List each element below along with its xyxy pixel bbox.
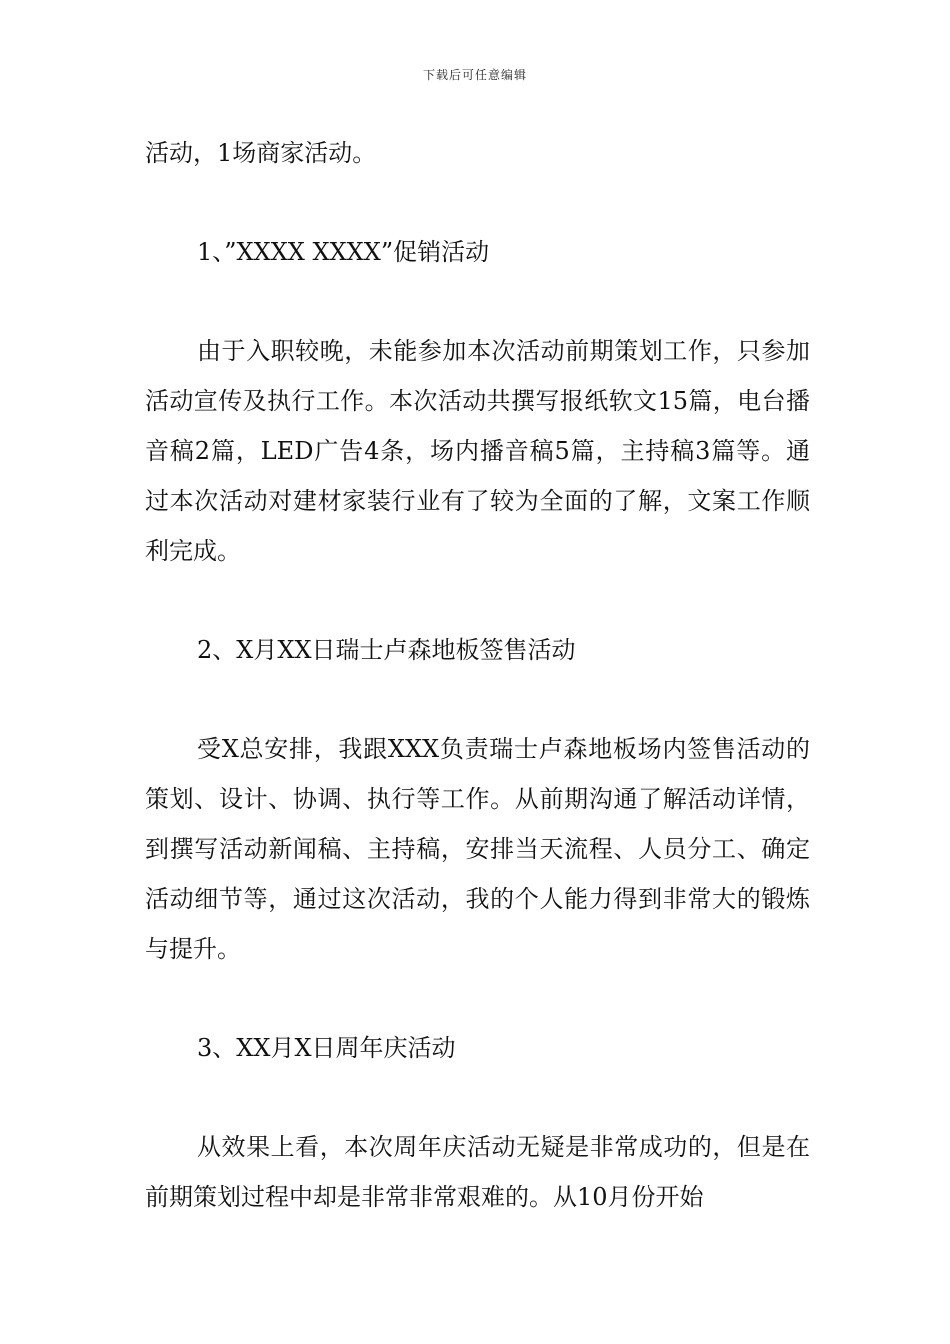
spacer	[145, 974, 810, 1023]
spacer	[145, 178, 810, 227]
paragraph-continuation: 活动，1场商家活动。	[145, 139, 377, 167]
section-heading-1: 1、”XXXX XXXX”促销活动	[197, 238, 490, 266]
spacer	[145, 277, 810, 326]
spacer	[145, 1073, 810, 1122]
document-body	[145, 128, 810, 1222]
paragraph-2: 受X总安排，我跟XXX负责瑞士卢森地板场内签售活动的策划、设计、协调、执行等工作。从前期沟通了解活动详情，到撰写活动新闻稿、主持稿，安排当天流程、人员分工、确定活动细节等，通过这次活动，我的个人能力得到非常大的锻炼与提升。	[145, 735, 810, 963]
paragraph-3: 从效果上看，本次周年庆活动无疑是非常成功的，但是在前期策划过程中却是非常非常艰难的。从10月份开始	[145, 1133, 810, 1211]
spacer	[145, 576, 810, 625]
paragraph-1: 由于入职较晚，未能参加本次活动前期策划工作，只参加活动宣传及执行工作。本次活动共撰写报纸软文15篇，电台播音稿2篇，LED广告4条，场内播音稿5篇，主持稿3篇等。通过本次活动对建材家装行业有了较为全面的了解，文案工作顺利完成。	[145, 337, 810, 565]
page-header: 下载后可任意编辑	[422, 68, 527, 82]
section-heading-3: 3、XX月X日周年庆活动	[197, 1034, 456, 1062]
section-heading-2: 2、X月XX日瑞士卢森地板签售活动	[197, 636, 576, 664]
spacer	[145, 675, 810, 724]
